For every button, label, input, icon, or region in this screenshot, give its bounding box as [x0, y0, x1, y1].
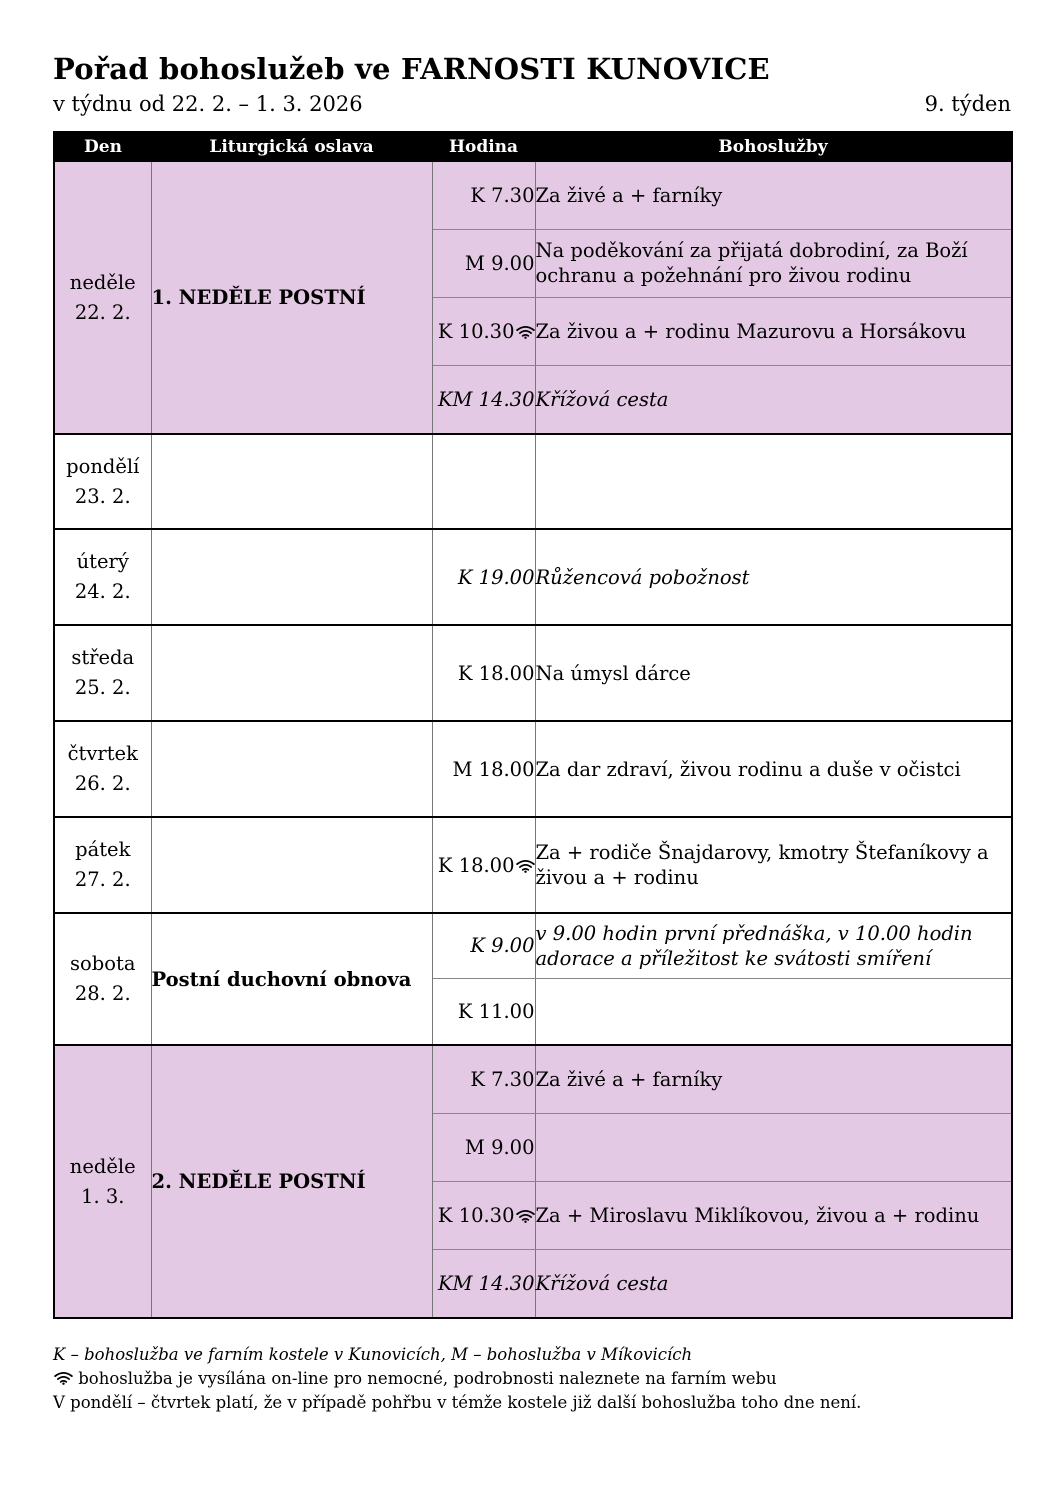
celebration-cell: 2. NEDĚLE POSTNÍ: [151, 1045, 432, 1318]
day-cell: [54, 1045, 151, 1318]
service-description: Za živou a + rodinu Mazurovu a Horsákovu: [535, 297, 1012, 365]
service-description: Křížová cesta: [535, 1249, 1012, 1318]
celebration-cell: [151, 434, 432, 529]
wifi-icon: [516, 325, 535, 339]
service-description: Za živé a + farníky: [535, 1045, 1012, 1113]
week-range: v týdnu od 22. 2. – 1. 3. 2026: [53, 92, 363, 116]
service-time: K 18.00: [457, 661, 535, 685]
service-time-cell: [432, 529, 535, 625]
service-time: K 10.30: [437, 1203, 515, 1227]
service-time-cell: [432, 1045, 535, 1113]
day-name: pondělí: [66, 454, 140, 478]
service-time: K 10.30: [437, 319, 515, 343]
service-description: v 9.00 hodin první přednáška, v 10.00 hodin adorace a příležitost ke svátosti smíření: [535, 913, 1012, 978]
funeral-note: V pondělí – čtvrtek platí, že v případě pohřbu v témže kostele již další bohoslužba toho dne není.: [53, 1393, 862, 1412]
service-time: M 9.00: [464, 1135, 535, 1159]
table-row: [54, 913, 1012, 978]
service-description: Křížová cesta: [535, 365, 1012, 434]
column-header-celebration: Liturgická oslava: [151, 132, 432, 161]
service-description: [535, 1113, 1012, 1181]
service-time-cell: [432, 625, 535, 721]
day-date: 24. 2.: [74, 580, 131, 603]
schedule-table: [53, 131, 1013, 1319]
online-note-line: [53, 1367, 1011, 1391]
service-description: [535, 434, 1012, 529]
service-description: [535, 978, 1012, 1045]
service-time-cell: [432, 365, 535, 434]
day-name: čtvrtek: [67, 742, 138, 765]
celebration-cell: 1. NEDĚLE POSTNÍ: [151, 161, 432, 434]
service-time-cell: [432, 721, 535, 817]
service-time: K 7.30: [470, 183, 535, 207]
service-time-cell: [432, 913, 535, 978]
day-date: 25. 2.: [74, 676, 131, 699]
day-name: pátek: [75, 838, 131, 861]
celebration-cell: [151, 529, 432, 625]
table-row: [54, 625, 1012, 721]
column-header-day: Den: [54, 132, 151, 161]
service-time-cell: [432, 1249, 535, 1318]
page-title: Pořad bohoslužeb ve FARNOSTI KUNOVICE: [53, 52, 770, 86]
table-row: [54, 529, 1012, 625]
service-time: K 19.00: [457, 565, 535, 589]
service-description: Za + Miroslavu Miklíkovou, živou a + rodinu: [535, 1181, 1012, 1249]
wifi-icon: [516, 1209, 535, 1223]
day-name: úterý: [76, 550, 129, 573]
service-time-cell: [432, 229, 535, 297]
schedule-body: [54, 161, 1012, 1318]
celebration-cell: [151, 625, 432, 721]
table-row: [54, 721, 1012, 817]
service-time-cell: [432, 434, 535, 529]
service-time-cell: [432, 817, 535, 913]
service-time-cell: [432, 1113, 535, 1181]
service-time-cell: [432, 978, 535, 1045]
table-row: [54, 434, 1012, 529]
table-header-row: [54, 132, 1012, 161]
service-time-cell: [432, 297, 535, 365]
online-note: bohoslužba je vysílána on-line pro nemocné, podrobnosti naleznete na farním webu: [78, 1369, 777, 1388]
service-description: Za živé a + farníky: [535, 161, 1012, 229]
wifi-icon: [516, 859, 535, 873]
day-name: středa: [71, 646, 135, 669]
service-time: KM 14.30: [437, 387, 535, 411]
service-time: K 11.00: [457, 999, 535, 1023]
celebration-cell: Postní duchovní obnova: [151, 913, 432, 1045]
day-name: sobota: [70, 952, 136, 975]
day-name: neděle: [69, 270, 136, 294]
footnotes: [53, 1343, 1011, 1415]
day-name: neděle: [69, 1154, 136, 1178]
service-description: Za + rodiče Šnajdarovy, kmotry Štefaníkovy a živou a + rodinu: [535, 817, 1012, 913]
service-time: M 9.00: [464, 251, 535, 275]
week-number: 9. týden: [924, 92, 1011, 116]
service-time: K 18.00: [437, 853, 515, 877]
column-header-hour: Hodina: [432, 132, 535, 161]
day-date: 26. 2.: [74, 772, 131, 795]
celebration-cell: [151, 817, 432, 913]
service-description: Na úmysl dárce: [535, 625, 1012, 721]
service-time: K 7.30: [470, 1067, 535, 1091]
legend-note: K – bohoslužba ve farním kostele v Kunovicích, M – bohoslužba v Míkovicích: [53, 1345, 693, 1364]
service-description: Na poděkování za přijatá dobrodiní, za Boží ochranu a požehnání pro živou rodinu: [535, 229, 1012, 297]
day-cell: [54, 913, 151, 1045]
day-date: 1. 3.: [81, 1184, 125, 1208]
subtitle-row: [53, 92, 1011, 116]
table-row: [54, 161, 1012, 229]
day-date: 27. 2.: [74, 868, 131, 891]
day-cell: [54, 721, 151, 817]
day-date: 22. 2.: [74, 300, 131, 324]
day-date: 28. 2.: [74, 982, 131, 1005]
day-cell: [54, 161, 151, 434]
service-description: Za dar zdraví, živou rodinu a duše v očistci: [535, 721, 1012, 817]
day-cell: [54, 529, 151, 625]
service-time-cell: [432, 161, 535, 229]
day-cell: [54, 817, 151, 913]
service-time: K 9.00: [470, 934, 535, 958]
day-cell: [54, 434, 151, 529]
table-row: [54, 1045, 1012, 1113]
column-header-services: Bohoslužby: [535, 132, 1012, 161]
service-description: Růžencová pobožnost: [535, 529, 1012, 625]
celebration-cell: [151, 721, 432, 817]
service-time-cell: [432, 1181, 535, 1249]
day-date: 23. 2.: [74, 484, 131, 508]
wifi-icon: [54, 1371, 73, 1385]
service-time: KM 14.30: [437, 1271, 535, 1295]
table-row: [54, 817, 1012, 913]
service-time: M 18.00: [452, 757, 535, 781]
day-cell: [54, 625, 151, 721]
